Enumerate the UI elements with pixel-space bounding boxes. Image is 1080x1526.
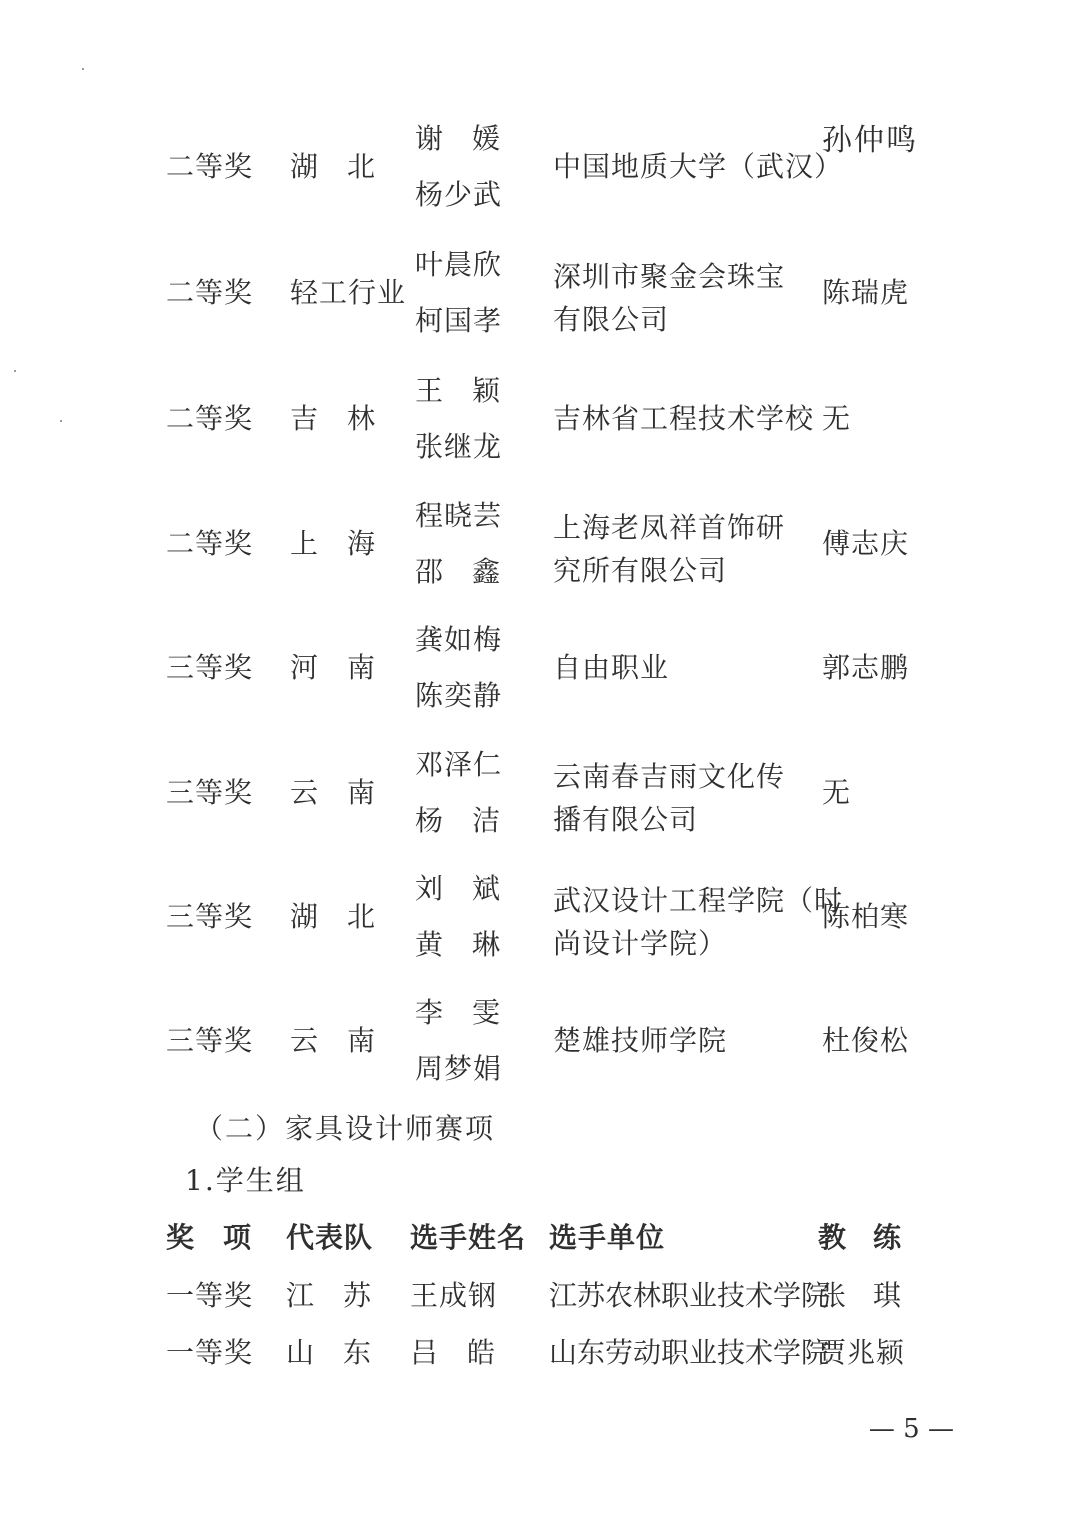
team-label: 云南 [290, 1024, 376, 1057]
player-name-text: 杨洁 [415, 804, 501, 837]
player-names-cell [415, 872, 501, 984]
award-cell: 二等奖 [166, 527, 254, 560]
team-label: 上海 [290, 527, 376, 560]
player-name [410, 1279, 497, 1313]
player-names-cell [415, 748, 502, 860]
team-cell [290, 1024, 376, 1058]
scan-speck [60, 420, 62, 422]
player-name-text: 邵鑫 [415, 555, 501, 588]
team-cell [290, 402, 376, 436]
team-cell [286, 1336, 372, 1370]
player-name [415, 679, 502, 735]
player-name [415, 872, 501, 928]
player-name [415, 928, 501, 984]
player-name [415, 499, 502, 555]
player-name [415, 430, 502, 486]
header-coach: 教练 [818, 1221, 902, 1254]
player-name [415, 748, 502, 804]
player-name-text: 杨少武 [415, 178, 503, 211]
award-cell: 一等奖 [166, 1336, 254, 1369]
team-label: 河南 [290, 651, 376, 684]
team-label: 湖北 [290, 150, 376, 183]
player-names-cell [415, 374, 502, 486]
player-name [415, 122, 502, 178]
subsection-title: 1.学生组 [185, 1164, 306, 1197]
team-label: 山东 [286, 1336, 372, 1369]
coach-cell: 陈瑞虎 [822, 276, 910, 309]
unit-cell [553, 511, 785, 597]
scan-speck [82, 68, 84, 70]
team-label: 云南 [290, 776, 376, 809]
player-name-text: 吕皓 [410, 1336, 496, 1369]
player-name [415, 178, 502, 234]
coach-cell: 郭志鹏 [822, 651, 910, 684]
player-names-cell [415, 122, 502, 234]
player-names-cell [415, 248, 502, 360]
player-name [415, 996, 502, 1052]
unit-line: 究所有限公司 [553, 554, 728, 587]
award-cell: 三等奖 [166, 776, 254, 809]
player-name [415, 304, 502, 360]
unit-line: 楚雄技师学院 [553, 1024, 728, 1057]
player-name-text: 程晓芸 [415, 499, 503, 532]
team-cell [290, 150, 376, 184]
coach-name: 贾兆颍 [818, 1336, 906, 1369]
award-cell: 三等奖 [166, 900, 254, 933]
header-award: 奖项 [166, 1221, 252, 1254]
unit-cell [553, 651, 669, 694]
award-cell: 二等奖 [166, 276, 254, 309]
unit-cell [553, 150, 843, 193]
player-names-cell [415, 499, 502, 611]
unit-line: 深圳市聚金会珠宝 [553, 260, 786, 293]
unit-cell [553, 402, 814, 445]
player-name-text: 王颖 [415, 374, 501, 407]
coach-cell: 傅志庆 [822, 527, 910, 560]
player-names-cell [415, 996, 502, 1108]
team-label: 江苏 [286, 1279, 372, 1312]
player-name [415, 555, 502, 611]
player-name-text: 王成钢 [410, 1279, 498, 1312]
header-team: 代表队 [286, 1221, 374, 1254]
team-label: 轻工行业 [290, 276, 407, 309]
team-cell [286, 1279, 372, 1313]
player-names-cell [415, 623, 502, 735]
player-name [410, 1336, 496, 1370]
unit-line: 武汉设计工程学院（时 [553, 884, 844, 917]
coach-name: 张琪 [818, 1279, 902, 1312]
team-cell [290, 527, 376, 561]
team-cell [290, 776, 376, 810]
coach-cell: 杜俊松 [822, 1024, 910, 1057]
team-cell [290, 651, 376, 685]
team-label: 吉林 [290, 402, 376, 435]
player-name-text: 邓泽仁 [415, 748, 503, 781]
header-name: 选手姓名 [410, 1221, 527, 1254]
player-name-text: 李雯 [415, 996, 501, 1029]
player-name-text: 谢媛 [415, 122, 501, 155]
unit-cell [553, 760, 785, 846]
player-name-text: 黄琳 [415, 928, 501, 961]
unit-line: 播有限公司 [553, 803, 699, 836]
page-number: — 5 — [868, 1414, 954, 1444]
unit-cell: 江苏农林职业技术学院 [549, 1279, 830, 1312]
team-cell [290, 276, 406, 310]
player-name-text: 柯国孝 [415, 304, 503, 337]
player-name [415, 623, 502, 679]
award-cell: 一等奖 [166, 1279, 254, 1312]
player-name [415, 804, 502, 860]
player-name [415, 248, 502, 304]
coach-cell [818, 1336, 905, 1370]
player-name-text: 陈奕静 [415, 679, 503, 712]
team-label: 湖北 [290, 900, 376, 933]
coach-cell: 陈柏寒 [822, 900, 910, 933]
player-name-text: 龚如梅 [415, 623, 503, 656]
unit-line: 自由职业 [553, 651, 670, 684]
player-name-text: 叶晨欣 [415, 248, 503, 281]
award-cell: 三等奖 [166, 1024, 254, 1057]
player-name-text: 周梦娟 [415, 1052, 503, 1085]
coach-cell: 无 [822, 402, 852, 435]
player-name [415, 1052, 502, 1108]
award-cell: 二等奖 [166, 150, 254, 183]
unit-cell [553, 260, 785, 346]
unit-line: 吉林省工程技术学校 [553, 402, 815, 435]
unit-cell [553, 1024, 727, 1067]
scan-speck [14, 370, 16, 372]
unit-cell: 山东劳动职业技术学院 [549, 1336, 830, 1369]
header-unit: 选手单位 [549, 1221, 666, 1254]
unit-line: 中国地质大学（武汉） [553, 150, 844, 183]
unit-line: 有限公司 [553, 303, 670, 336]
coach-cell [818, 1279, 902, 1313]
team-cell [290, 900, 376, 934]
award-cell: 三等奖 [166, 651, 254, 684]
unit-line: 云南春吉雨文化传 [553, 760, 786, 793]
player-name-text: 刘斌 [415, 872, 501, 905]
unit-line: 尚设计学院） [553, 927, 728, 960]
player-name [415, 374, 502, 430]
award-cell: 二等奖 [166, 402, 254, 435]
unit-cell [553, 884, 843, 970]
section-title: （二）家具设计师赛项 [195, 1112, 496, 1145]
coach-cell: 无 [822, 776, 852, 809]
coach-cell: 孙仲鸣 [822, 123, 918, 158]
player-name-text: 张继龙 [415, 430, 503, 463]
unit-line: 上海老凤祥首饰研 [553, 511, 786, 544]
